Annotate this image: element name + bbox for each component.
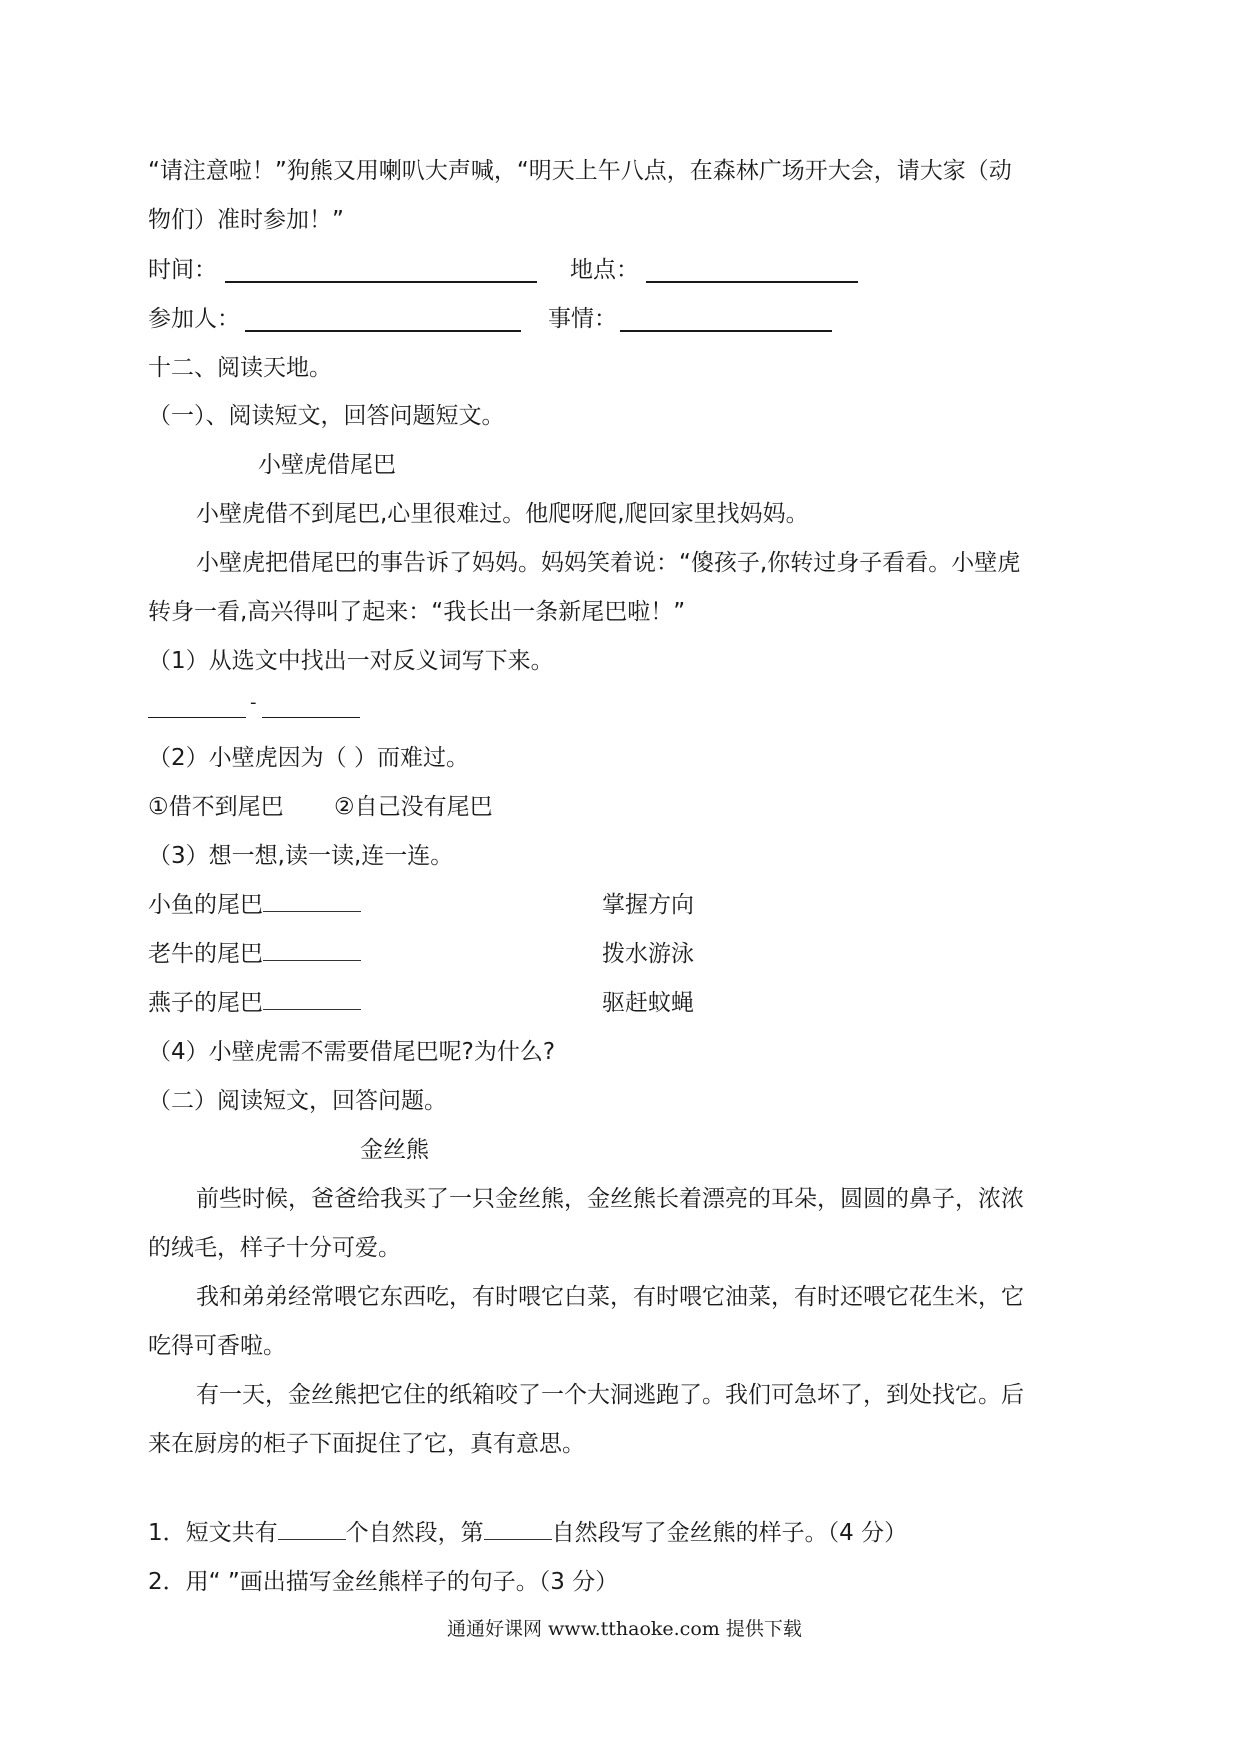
q1-part-a: 1．短文共有 xyxy=(148,1520,278,1546)
time-label: 时间： xyxy=(148,257,217,283)
passage-2-para-1b: 的绒毛，样子十分可爱。 xyxy=(148,1235,401,1261)
question-1: （1）从选文中找出一对反义词写下来。 xyxy=(148,648,554,674)
match-left-item xyxy=(148,992,361,1015)
notice-line-1: “请注意啦！”狗熊又用喇叭大声喊，“明天上午八点，在森林广场开大会，请大家（动 xyxy=(148,158,1012,184)
match-answer-line[interactable] xyxy=(263,960,361,961)
match-answer-line[interactable] xyxy=(263,911,361,912)
place-label: 地点： xyxy=(570,257,639,283)
part-2-heading: （二）阅读短文，回答问题。 xyxy=(148,1088,447,1114)
antonym-answer-line-2[interactable] xyxy=(262,717,360,718)
passage-2-para-3a: 有一天，金丝熊把它住的纸箱咬了一个大洞逃跑了。我们可急坏了，到处找它。后 xyxy=(196,1382,1024,1408)
passage-1-para-2a: 小壁虎把借尾巴的事告诉了妈妈。妈妈笑着说：“傻孩子,你转过身子看看。小壁虎 xyxy=(196,550,1021,576)
match-right-item: 掌握方向 xyxy=(602,892,694,918)
paragraph-number-blank[interactable] xyxy=(484,1539,552,1540)
time-answer-line[interactable] xyxy=(225,281,537,283)
question-2-option-1[interactable]: ①借不到尾巴 xyxy=(148,794,284,820)
match-answer-line[interactable] xyxy=(263,1009,361,1010)
paragraph-count-blank[interactable] xyxy=(278,1539,346,1540)
match-left-text: 小鱼的尾巴 xyxy=(148,892,263,918)
question-4: （4）小壁虎需不需要借尾巴呢?为什么? xyxy=(148,1039,556,1065)
q1-part-c: 自然段写了金丝熊的样子。（4 分） xyxy=(551,1520,908,1546)
question-2: （2）小壁虎因为（ ）而难过。 xyxy=(148,745,469,771)
match-right-item: 驱赶蚊蝇 xyxy=(602,990,694,1016)
participants-label: 参加人： xyxy=(148,306,240,332)
passage-2-title: 金丝熊 xyxy=(360,1137,429,1163)
match-left-text: 燕子的尾巴 xyxy=(148,990,263,1016)
passage-2-para-2a: 我和弟弟经常喂它东西吃，有时喂它白菜，有时喂它油菜，有时还喂它花生米，它 xyxy=(196,1284,1024,1310)
notice-line-2: 物们）准时参加！” xyxy=(148,207,344,233)
part-1-heading: （一）、阅读短文，回答问题短文。 xyxy=(148,403,505,429)
question-2-option-2[interactable]: ②自己没有尾巴 xyxy=(334,794,493,820)
event-answer-line[interactable] xyxy=(620,330,832,332)
antonym-answer-line-1[interactable] xyxy=(148,717,246,718)
page-footer: 通通好课网 www.tthaoke.com 提供下载 xyxy=(447,1618,802,1640)
passage-1-para-1: 小壁虎借不到尾巴,心里很难过。他爬呀爬,爬回家里找妈妈。 xyxy=(196,501,809,527)
passage-1-title: 小壁虎借尾巴 xyxy=(258,452,396,478)
passage-1-para-2b: 转身一看,高兴得叫了起来：“我长出一条新尾巴啦！” xyxy=(148,599,686,625)
q1-part-b: 个自然段，第 xyxy=(345,1520,484,1546)
passage-2-para-1a: 前些时候，爸爸给我买了一只金丝熊，金丝熊长着漂亮的耳朵，圆圆的鼻子，浓浓 xyxy=(196,1186,1024,1212)
event-label: 事情： xyxy=(548,306,617,332)
passage-2-para-3b: 来在厨房的柜子下面捉住了它，真有意思。 xyxy=(148,1431,585,1457)
passage-2-question-1 xyxy=(148,1522,907,1545)
antonym-dash: - xyxy=(250,692,257,713)
participants-answer-line[interactable] xyxy=(245,330,521,332)
passage-2-para-2b: 吃得可香啦。 xyxy=(148,1333,286,1359)
place-answer-line[interactable] xyxy=(646,281,858,283)
passage-2-question-2: 2．用“ ”画出描写金丝熊样子的句子。（3 分） xyxy=(148,1569,619,1595)
match-left-item xyxy=(148,943,361,966)
question-3: （3）想一想,读一读,连一连。 xyxy=(148,843,454,869)
match-right-item: 拨水游泳 xyxy=(602,941,694,967)
section-12-heading: 十二、阅读天地。 xyxy=(148,355,332,381)
match-left-item xyxy=(148,894,361,917)
match-left-text: 老牛的尾巴 xyxy=(148,941,263,967)
